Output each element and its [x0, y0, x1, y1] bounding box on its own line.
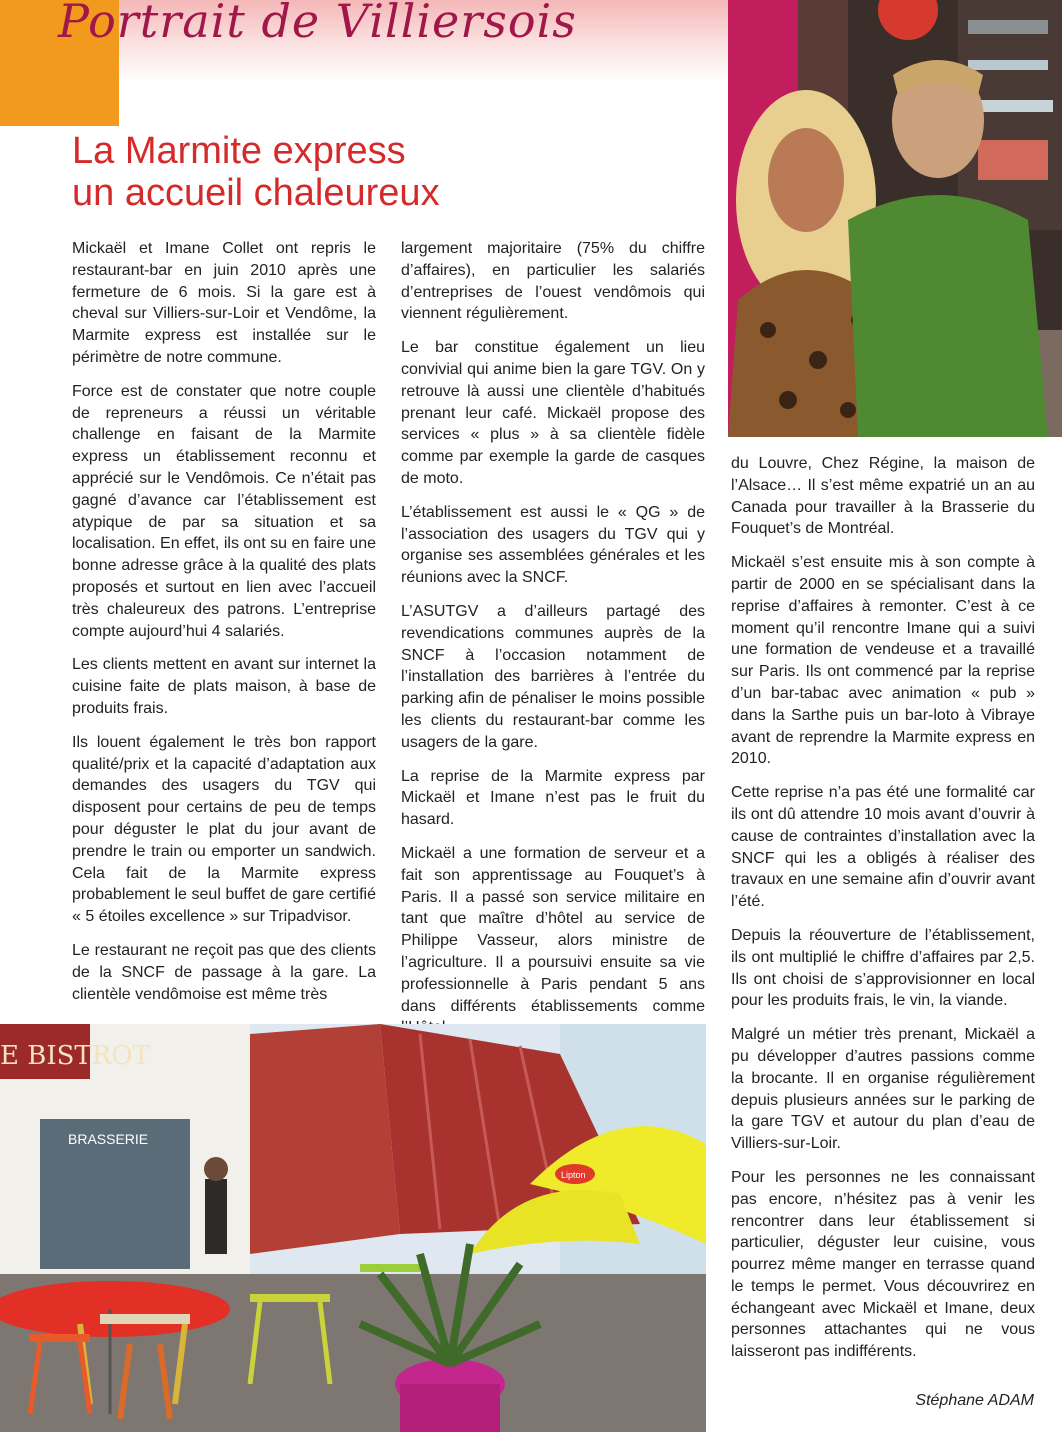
text-column-1 [72, 238, 376, 1017]
text-column-2 [401, 238, 705, 1051]
headline-line-2: un accueil chaleureux [72, 172, 440, 214]
paragraph: Cette reprise n’a pas été une formalité car ils ont dû attendre 10 mois avant d’ouvrir à cause de contraintes d’installation avec la SNCF qui les a obligés à réaliser des travaux en une semaine afin d’ouvrir avant l’été. [731, 784, 1035, 911]
paragraph: Pour les personnes ne les connaissant pas encore, n’hésitez pas à venir les rencontrer dans leur établissement si particulier, déguster leur cuisine, vous pourrez même manger en terrasse quand le temps le permet. Vous découvrirez en échangeant avec Mickaël et Imane, deux personnes attachantes qui ne vous laisseront pas indifférents. [731, 1168, 1035, 1361]
bistrot-sign: E BISTROT [0, 1041, 151, 1071]
paragraph: Les clients mettent en avant sur internet la cuisine faite de plats maison, à base de produits frais. [72, 656, 376, 717]
paragraph: Malgré un métier très prenant, Mickaël a pu développer d’autres passions comme la brocante. Il en organise régulièrement depuis plusieurs années sur le parking de la gare TGV et autour du plan d’eau de Villiers-sur-Loir. [731, 1026, 1035, 1153]
headline-line-1: La Marmite express [72, 130, 406, 172]
section-title: Portrait de Villiersois [58, 0, 577, 48]
paragraph: du Louvre, Chez Régine, la maison de l’Alsace… Il s’est même expatrié un an au Canada pour travailler à la Brasserie du Fouquet’s de Montréal. [731, 455, 1035, 538]
paragraph: Force est de constater que notre couple de repreneurs a réussi un véritable challenge en faisant de la Marmite express un établissement reconnu et apprécié sur le Vendômois. Ce n’était pas gagné d’avance car l’établissement est atypique de par sa situation et sa localisation. En effet, ils ont su en faire une bonne adresse grâce à la qualité des plats proposés et surtout en lien avec l’accueil très chaleureux des patrons. L’entreprise compte aujourd’hui 4 salariés. [72, 382, 376, 640]
paragraph: Mickaël a une formation de serveur et a fait son apprentissage au Fouquet’s à Paris. Il a passé son service militaire en tant que maître d’hôtel au service de Philippe Vasseur, alors ministre de l’agriculture. Il a poursuivi ensuite sa vie professionnelle à Paris pendant 5 ans dans différents établissements comme [401, 844, 705, 1015]
text-column-3 [731, 453, 1035, 1375]
paragraph: Mickaël et Imane Collet ont repris le restaurant-bar en juin 2010 après une fermeture de 6 mois. Si la gare est à cheval sur Villiers-sur-Loir et Vendôme, la Marmite express est installée sur le périmètre de notre commune. [72, 240, 376, 366]
paragraph: L’établissement est aussi le « QG » de l’association des usagers du TGV qui y organise ses assemblées générales et les réunions avec la SNCF. [401, 503, 705, 587]
paragraph: La reprise de la Marmite express par Mickaël et Imane n’est pas le fruit du hasard. [401, 767, 705, 829]
paragraph: L’ASUTGV a d’ailleurs partagé des revendications communes auprès de la SNCF à l’occasion notamment de l’installation des barrières à l’entrée du parking afin de pénaliser le moins possible les clients du restaurant-bar comme les usagers de la gare. [401, 602, 705, 751]
paragraph: Le restaurant ne reçoit pas que des clients de la SNCF de passage à la gare. La clientèle vendômoise est même très [72, 941, 376, 1003]
paragraph: Ils louent également le très bon rapport qualité/prix et la capacité d’adaptation aux demandes des usagers du TGV qui disposent pour certains de peu de temps pour déguster le plat du jour avant de prendre le train ou emporter un sandwich. Cela fait de la Marmite express probablement le seul buffet de gare certifié « 5 étoiles excellence » sur Tripadvisor. [72, 733, 376, 926]
paragraph: Le bar constitue également un lieu convivial qui anime bien la gare TGV. On y retrouve là aussi une clientèle d’habitués prenant leur café. Mickaël propose des services « plus » à sa clientèle fidèle comme par exemple la garde de casques de moto. [401, 339, 705, 487]
couple-photo [728, 0, 1062, 437]
parasol-brand: Lipton [561, 1170, 586, 1180]
terrace-photo [0, 1024, 706, 1432]
paragraph: Depuis la réouverture de l’établissement, ils ont multiplié le chiffre d’affaires par 2,5. Ils ont choisi de s’approvisionner en local pour les produits frais, le vin, la viande. [731, 926, 1035, 1010]
author-signature: Stéphane ADAM [915, 1392, 1034, 1409]
paragraph: largement majoritaire (75% du chiffre d’affaires), en particulier les salariés d’entreprises de l’ouest vendômois qui viennent régulièrement. [401, 240, 705, 323]
article-headline [72, 130, 440, 214]
brasserie-sign: BRASSERIE [68, 1131, 149, 1147]
paragraph: Mickaël s’est ensuite mis à son compte à partir de 2000 en se spécialisant dans la reprise d’affaires à remonter. C’est à ce moment qu’il rencontre Imane qui a suivi une formation de vendeuse et a travaillé sur Paris. Ils ont commencé par la reprise d’un bar-tabac avec animation « pub » dans la Sarthe puis un bar-loto à Vibraye avant de reprendre la Marmite express en 2010. [731, 554, 1035, 768]
